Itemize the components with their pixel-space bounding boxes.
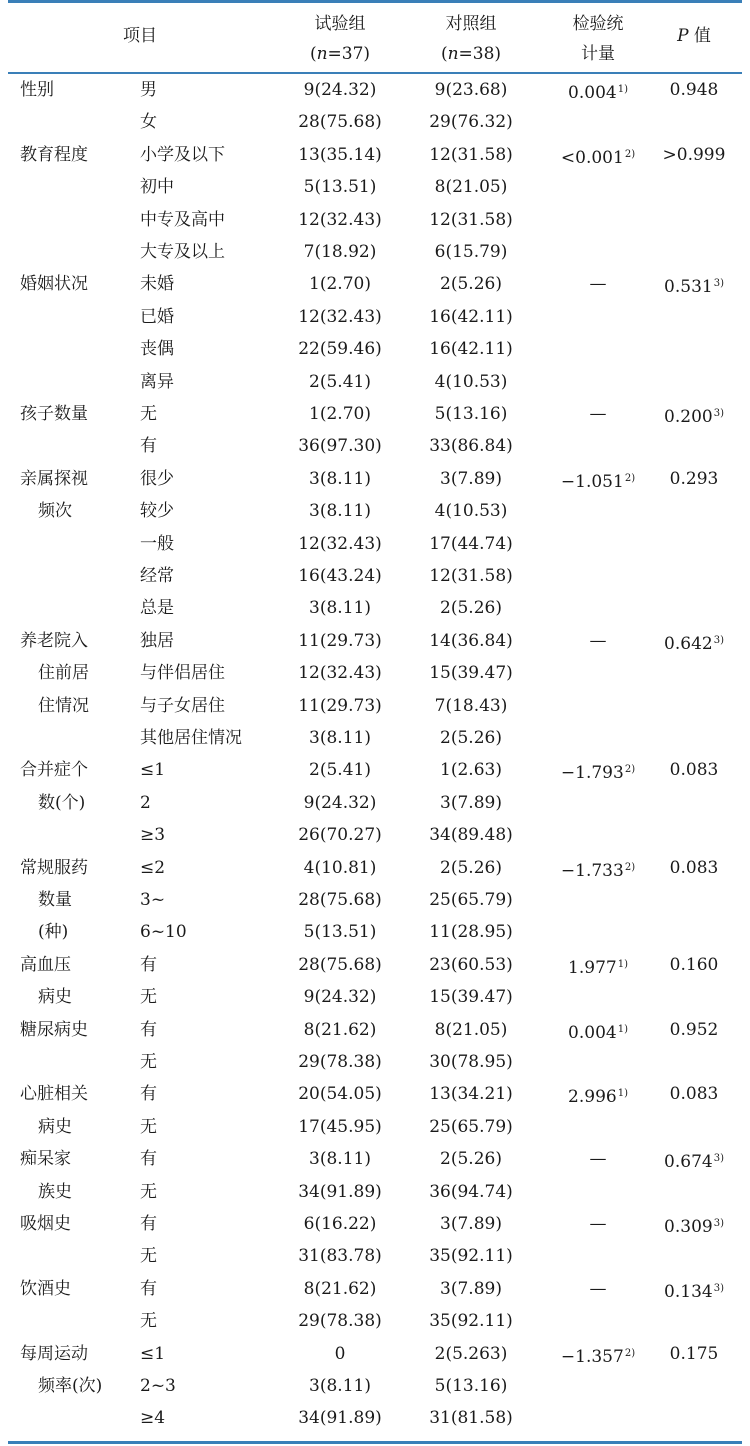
row-group2-value: 35(92.11) [429, 1246, 513, 1267]
row-category: 常规服药 [20, 857, 88, 878]
row-subgroup: 总是 [140, 598, 174, 619]
row-group2-value: 4(10.53) [434, 371, 508, 392]
row-pvalue: 0.309$^{3)}$ [664, 1217, 724, 1237]
row-group1-value: 4(10.81) [303, 857, 377, 878]
row-subgroup: 与子女居住 [140, 695, 225, 716]
row-group1-value: 3(8.11) [309, 468, 371, 489]
row-group1-value: 20(54.05) [298, 1084, 382, 1105]
row-subgroup: 有 [140, 1149, 157, 1170]
row-statistic: $-1.357^{2)}$ [560, 1346, 636, 1367]
row-pvalue: 0.674$^{3)}$ [664, 1152, 724, 1173]
row-subgroup: 无 [140, 1116, 157, 1137]
row-subgroup: 3~ [140, 890, 166, 910]
row-category: 婚姻状况 [20, 274, 88, 295]
row-group2-value: 3(7.89) [440, 1214, 502, 1234]
header-pvalue: P 值 [677, 26, 711, 46]
row-group2-value: 9(23.68) [434, 80, 508, 100]
row-statistic: $-1.793^{2)}$ [560, 763, 636, 784]
row-group1-value: 3(8.11) [309, 728, 371, 748]
row-statistic: 2.996$^{1)}$ [568, 1087, 628, 1108]
row-group2-value: 12(31.58) [429, 566, 513, 586]
row-category: 病史 [38, 1116, 72, 1137]
row-subgroup: ≥4 [140, 1408, 166, 1429]
row-category: 糖尿病史 [20, 1019, 88, 1040]
footnote-marker: 3) [713, 634, 724, 646]
row-statistic: — [589, 1149, 607, 1170]
row-category: 教育程度 [20, 144, 88, 165]
row-group1-value: 12(32.43) [298, 663, 382, 684]
row-subgroup: 中专及高中 [140, 209, 225, 230]
footnote-marker: 2) [624, 861, 636, 873]
row-subgroup: 有 [140, 954, 157, 975]
row-group2-value: 2(5.26) [440, 598, 502, 619]
row-subgroup: 其他居住情况 [140, 728, 242, 748]
row-category: 合并症个 [20, 760, 88, 781]
row-group2-value: 2(5.26) [440, 728, 502, 748]
row-group1-value: 0 [334, 1343, 346, 1364]
row-group2-value: 15(39.47) [429, 663, 513, 684]
row-category: 心脏相关 [20, 1084, 88, 1105]
row-group1-value: 9(24.32) [303, 987, 377, 1008]
footnote-marker: 1) [617, 1023, 628, 1035]
row-group2-value: 36(94.74) [429, 1181, 513, 1202]
row-group2-value: 2(5.263) [434, 1343, 508, 1364]
footnote-marker: 3) [713, 1218, 724, 1229]
row-pvalue: 0.160 [669, 954, 719, 975]
header-group1: 试验组 [314, 14, 366, 34]
row-subgroup: 无 [140, 1052, 157, 1072]
row-subgroup: 离异 [140, 371, 174, 392]
row-group1-value: 5(13.51) [303, 922, 377, 943]
header-item: 项目 [123, 26, 157, 46]
row-subgroup: 无 [140, 1181, 157, 1202]
row-group1-value: 1(2.70) [309, 404, 371, 424]
row-group1-value: 6(16.22) [303, 1214, 377, 1234]
row-statistic: — [589, 404, 607, 424]
row-group2-value: 35(92.11) [429, 1311, 513, 1332]
row-subgroup: 有 [140, 1278, 157, 1299]
row-category: 住情况 [38, 695, 89, 716]
header-stat-line1: 检验统 [572, 14, 624, 34]
row-group1-value: 3(8.11) [309, 598, 371, 619]
row-group2-value: 3(7.89) [440, 792, 502, 813]
row-subgroup: 一般 [140, 533, 174, 554]
row-group2-value: 14(36.84) [429, 630, 513, 651]
row-group2-value: 25(65.79) [429, 890, 513, 910]
row-group2-value: 1(2.63) [440, 760, 502, 781]
row-subgroup: 经常 [140, 566, 174, 586]
row-pvalue: 0.293 [669, 468, 719, 489]
row-subgroup: 未婚 [140, 274, 174, 295]
row-group1-value: 9(24.32) [303, 792, 377, 813]
bottom-rule [8, 1441, 742, 1444]
row-subgroup: ≥3 [140, 825, 166, 846]
footnote-marker: 3) [713, 408, 724, 419]
row-group1-value: 26(70.27) [298, 825, 382, 846]
row-group2-value: 2(5.26) [440, 857, 502, 878]
row-group2-value: 8(21.05) [434, 1019, 508, 1040]
row-subgroup: 很少 [140, 468, 174, 489]
row-category: 数量 [38, 890, 72, 910]
row-category: 亲属探视 [20, 468, 88, 489]
row-group1-value: 22(59.46) [298, 339, 382, 360]
row-statistic: $-1.051^{2)}$ [560, 471, 636, 492]
footnote-marker: 3) [713, 1282, 724, 1294]
row-pvalue: 0.083 [669, 760, 719, 781]
row-group2-value: 8(21.05) [434, 177, 508, 198]
row-statistic: — [589, 1278, 607, 1299]
footnote-marker: 2) [624, 1347, 636, 1359]
row-group2-value: 2(5.26) [440, 1149, 502, 1170]
row-group2-value: 31(81.58) [429, 1408, 513, 1429]
row-subgroup: 与伴侣居住 [140, 663, 225, 684]
row-category: 饮酒史 [20, 1278, 71, 1299]
footnote-marker: 3) [713, 278, 724, 290]
row-category: 族史 [38, 1181, 72, 1202]
footnote-marker: 1) [617, 84, 628, 95]
row-group1-value: 17(45.95) [298, 1116, 382, 1137]
row-group1-value: 7(18.92) [303, 242, 377, 262]
row-statistic: 0.004$^{1)}$ [568, 1022, 628, 1043]
row-pvalue: 0.531$^{3)}$ [664, 277, 724, 298]
row-group1-value: 12(32.43) [298, 306, 382, 327]
row-pvalue: 0.952 [669, 1019, 719, 1040]
row-group1-value: 31(83.78) [298, 1246, 382, 1267]
row-group1-value: 29(78.38) [298, 1311, 382, 1332]
row-pvalue: 0.175 [669, 1343, 719, 1364]
row-statistic: — [589, 630, 607, 651]
row-group2-value: 23(60.53) [429, 954, 513, 975]
row-statistic: 0.004$^{1)}$ [568, 83, 628, 103]
row-category: 病史 [38, 987, 72, 1008]
row-group2-value: 11(28.95) [429, 922, 513, 943]
header-group1-n: (n=37) [309, 44, 371, 64]
row-category: 吸烟史 [20, 1214, 71, 1234]
row-subgroup: 丧偶 [140, 339, 174, 360]
row-group2-value: 17(44.74) [429, 533, 513, 554]
row-subgroup: 大专及以上 [140, 242, 225, 262]
row-group1-value: 2(5.41) [309, 760, 371, 781]
row-group2-value: 16(42.11) [429, 339, 513, 360]
row-pvalue: 0.083 [669, 1084, 719, 1105]
row-group1-value: 13(35.14) [298, 144, 382, 165]
row-category: 数(个) [38, 792, 86, 813]
row-group1-value: 3(8.11) [309, 501, 371, 522]
row-subgroup: 有 [140, 1214, 157, 1234]
row-subgroup: 较少 [140, 501, 174, 522]
footnote-marker: 2) [624, 764, 636, 776]
row-group1-value: 5(13.51) [303, 177, 377, 198]
row-category: 频次 [38, 501, 72, 522]
row-category: (种) [38, 922, 69, 943]
row-group2-value: 12(31.58) [429, 144, 513, 165]
row-category: 住前居 [38, 663, 89, 684]
row-category: 性别 [20, 80, 54, 100]
row-group1-value: 28(75.68) [298, 112, 382, 133]
row-subgroup: 6~10 [140, 922, 187, 943]
row-subgroup: ≤2 [140, 857, 166, 878]
row-group2-value: 2(5.26) [440, 274, 502, 295]
row-group1-value: 11(29.73) [298, 630, 382, 651]
row-subgroup: 无 [140, 987, 157, 1008]
row-group1-value: 28(75.68) [298, 890, 382, 910]
row-group1-value: 2(5.41) [309, 371, 371, 392]
row-group2-value: 5(13.16) [434, 404, 508, 424]
row-category: 每周运动 [20, 1343, 88, 1364]
row-group1-value: 36(97.30) [298, 436, 382, 457]
header-group2-n: (n=38) [440, 44, 502, 64]
row-group1-value: 3(8.11) [309, 1149, 371, 1170]
row-pvalue: 0.642$^{3)}$ [664, 633, 724, 654]
row-group1-value: 16(43.24) [298, 566, 382, 586]
row-subgroup: 独居 [140, 630, 174, 651]
row-subgroup: 初中 [140, 177, 174, 198]
row-group1-value: 12(32.43) [298, 533, 382, 554]
row-group2-value: 25(65.79) [429, 1116, 513, 1137]
footnote-marker: 2) [624, 472, 636, 484]
row-group1-value: 3(8.11) [309, 1376, 371, 1396]
row-subgroup: 有 [140, 436, 157, 457]
row-group1-value: 28(75.68) [298, 954, 382, 975]
row-category: 痴呆家 [20, 1149, 71, 1170]
row-group2-value: 15(39.47) [429, 987, 513, 1008]
row-subgroup: 有 [140, 1019, 157, 1040]
row-statistic: $<0.001^{2)}$ [560, 147, 636, 168]
row-subgroup: 女 [140, 112, 157, 133]
row-category: 频率(次) [38, 1376, 103, 1396]
row-subgroup: 2 [140, 792, 151, 813]
top-rule [8, 0, 742, 3]
row-group2-value: 13(34.21) [429, 1084, 513, 1105]
row-subgroup: 无 [140, 1246, 157, 1267]
row-subgroup: ≤1 [140, 1343, 166, 1364]
row-category: 养老院入 [20, 630, 88, 651]
row-group1-value: 1(2.70) [309, 274, 371, 295]
row-group2-value: 6(15.79) [434, 242, 508, 262]
row-group1-value: 12(32.43) [298, 209, 382, 230]
row-group1-value: 8(21.62) [303, 1019, 377, 1040]
row-group2-value: 29(76.32) [429, 112, 513, 133]
row-pvalue: 0.948 [669, 80, 719, 100]
row-subgroup: 男 [140, 80, 157, 100]
row-statistic: 1.977$^{1)}$ [568, 957, 628, 978]
row-subgroup: 无 [140, 1311, 157, 1332]
row-pvalue: 0.200$^{3)}$ [664, 407, 724, 427]
row-subgroup: 小学及以下 [140, 144, 225, 165]
row-group2-value: 4(10.53) [434, 501, 508, 522]
row-group2-value: 30(78.95) [429, 1052, 513, 1072]
row-pvalue: >0.999 [662, 144, 726, 165]
row-group1-value: 34(91.89) [298, 1181, 382, 1202]
header-stat-line2: 计量 [581, 44, 615, 64]
row-statistic: — [589, 1214, 607, 1234]
row-statistic: — [589, 274, 607, 295]
row-subgroup: 2~3 [140, 1376, 176, 1396]
row-pvalue: 0.134$^{3)}$ [664, 1281, 724, 1302]
row-subgroup: 已婚 [140, 306, 174, 327]
row-group1-value: 9(24.32) [303, 80, 377, 100]
footnote-marker: 1) [617, 958, 628, 970]
row-pvalue: 0.083 [669, 857, 719, 878]
row-category: 高血压 [20, 954, 71, 975]
row-group1-value: 8(21.62) [303, 1278, 377, 1299]
row-group2-value: 7(18.43) [434, 695, 508, 716]
row-subgroup: 有 [140, 1084, 157, 1105]
footnote-marker: 3) [713, 1153, 724, 1165]
row-group1-value: 29(78.38) [298, 1052, 382, 1072]
row-subgroup: 无 [140, 404, 157, 424]
row-group1-value: 34(91.89) [298, 1408, 382, 1429]
row-group2-value: 3(7.89) [440, 468, 502, 489]
row-subgroup: ≤1 [140, 760, 166, 781]
header-group2: 对照组 [445, 14, 497, 34]
row-group2-value: 5(13.16) [434, 1376, 508, 1396]
row-group1-value: 11(29.73) [298, 695, 382, 716]
row-group2-value: 12(31.58) [429, 209, 513, 230]
footnote-marker: 2) [624, 148, 636, 160]
row-group2-value: 33(86.84) [429, 436, 513, 457]
row-statistic: $-1.733^{2)}$ [560, 860, 636, 881]
row-category: 孩子数量 [20, 404, 88, 424]
footnote-marker: 1) [617, 1088, 628, 1100]
row-group2-value: 16(42.11) [429, 306, 513, 327]
row-group2-value: 3(7.89) [440, 1278, 502, 1299]
row-group2-value: 34(89.48) [429, 825, 513, 846]
